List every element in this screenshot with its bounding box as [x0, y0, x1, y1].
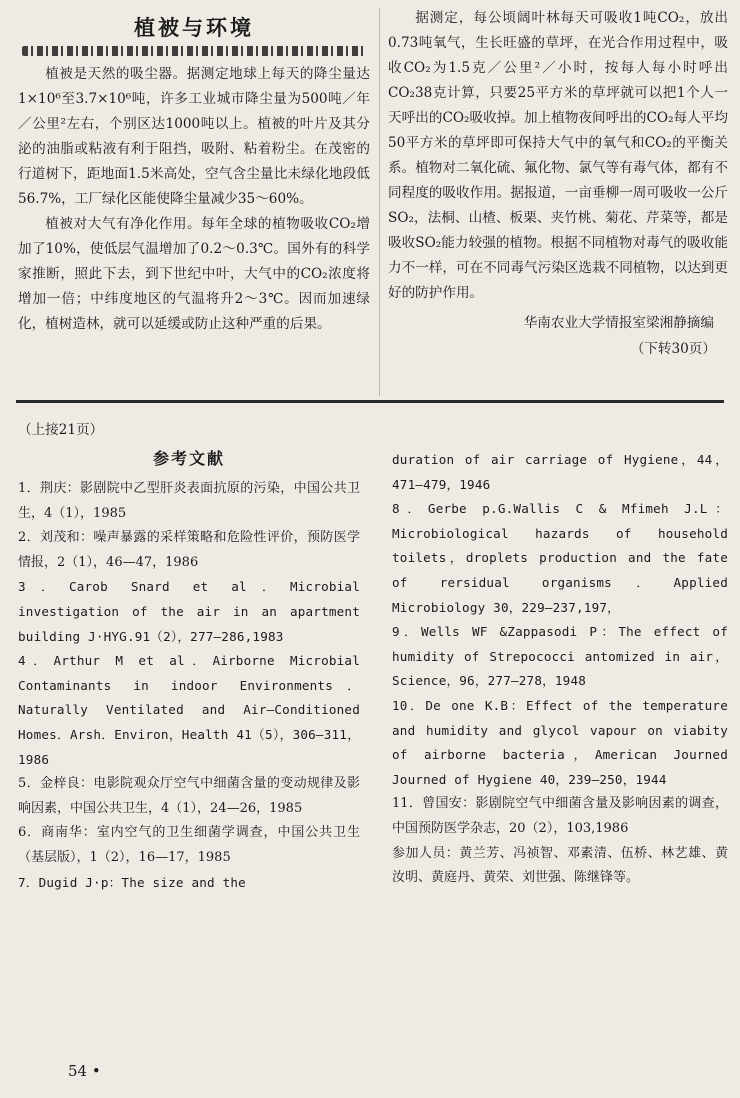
column-divider — [379, 8, 380, 396]
reference-item: 4．Arthur M et al．Airborne Microbial Contaminants in indoor Environments．Naturally Ventilated and Air—Conditioned Homes．Arsh．Environ，Health 41（5），306—311，1986 — [18, 653, 360, 767]
reference-item: duration of air carriage of Hygiene，44，471—479，1946 — [392, 452, 728, 492]
article-paragraph: 植被对大气有净化作用。每年全球的植物吸收CO₂增加了10%，使低层气温增加了0.2～0.3℃。国外有的科学家推断，照此下去，到下世纪中叶，大气中的CO₂浓度将增加一倍；中纬度地区的气温将升2～3℃。因而加速绿化，植树造林，就可以延缓或防止这种严重的后果。 — [18, 216, 370, 332]
reference-item: 8．Gerbe p.G.Wallis C & Mfimeh J.L：Microbiological hazards of household toilets，droplets production and the fate of rersidual organisms．Applied Microbiology 30，229—237,197， — [392, 501, 728, 615]
references-left-column — [18, 418, 360, 895]
reference-item: 1．荆庆：影剧院中乙型肝炎表面抗原的污染，中国公共卫生，4（1），1985 — [18, 481, 360, 521]
reference-item: 7．Dugid J·p：The size and the — [18, 874, 246, 890]
reference-item: 5．金梓良：电影院观众厅空气中细菌含量的变动规律及影响因素，中国公共卫生，4（1），24—26，1985 — [18, 776, 360, 816]
title-ornament — [22, 46, 366, 56]
reference-item: 2．刘茂和：噪声暴露的采样策略和危险性评价，预防医学情报，2（1），46—47，1986 — [18, 530, 360, 570]
references-title: 参考文献 — [152, 449, 225, 468]
page-number: 54 • — [68, 1062, 101, 1080]
section-divider — [16, 400, 724, 403]
reference-item: 3．Carob Snard et al．Microbial investigation of the air in an apartment building J·HYG.91（2），277—286,1983 — [18, 579, 360, 644]
reference-item: 11．曾国安：影剧院空气中细菌含量及影响因素的调查，中国预防医学杂志，20（2），103,1986 — [392, 796, 728, 836]
article-title: 植被与环境 — [134, 16, 254, 40]
continued-note: （下转30页） — [630, 341, 716, 357]
references-right-column — [392, 448, 728, 891]
reference-item: 6．商南华：室内空气的卫生细菌学调查，中国公共卫生（基层版），1（2），16—17，1985 — [18, 825, 360, 865]
continued-from-note: （上接21页） — [18, 422, 104, 438]
article-paragraph: 据测定，每公顷阔叶林每天可吸收1吨CO₂，放出0.73吨氧气，生长旺盛的草坪，在光合作用过程中，吸收CO₂为1.5克／公里²／小时，按每人每小时呼出CO₂38克计算，只要25平方米的草坪就可以把1个人一天呼出的CO₂吸收掉。加上植物夜间呼出的CO₂每人平均50平方米的草坪即可保持大气中的氧气和CO₂的平衡关系。植物对二氧化硫、氟化物、氯气等有毒气体，都有不同程度的吸收作用。据报道，一亩垂柳一周可吸收一公斤SO₂，法桐、山楂、板栗、夹竹桃、菊花、芹菜等，都是吸收SO₂能力较强的植物。根据不同植物对毒气的吸收能力不一样，可在不同毒气污染区选栽不同植物，以达到更好的防护作用。 — [388, 10, 728, 301]
article-credit: 华南农业大学情报室梁湘静摘编 — [523, 315, 714, 331]
article-left-column — [18, 6, 370, 337]
reference-item: 9．Wells WF &Zappasodi P：The effect of humidity of Strepococci antomized in air，Science，96，277—278，1948 — [392, 624, 728, 689]
participants-note: 参加人员：黄兰芳、冯祯智、邓素清、伍桥、林艺雄、黄汝明、黄庭丹、黄荣、刘世强、陈继锋等。 — [392, 845, 728, 886]
article-right-column — [388, 6, 728, 362]
reference-item: 10．De one K.B：Effect of the temperature and humidity and glycol vapour on viabity of airborne bacteria，American Journed Journed of Hygiene 40，239—250，1944 — [392, 697, 728, 787]
article-paragraph: 植被是天然的吸尘器。据测定地球上每天的降尘量达 1×10⁶至3.7×10⁶吨，许多工业城市降尘量为500吨／年／公里²左右，个别区达1000吨以上。植被的叶片及其分泌的油脂或粘液有利于阻挡，吸附、粘着粉尘。在茂密的行道树下，距地面1.5米高处，空气含尘量比未绿化地段低56.7%，工厂绿化区能使降尘量减少35～60%。 — [18, 66, 370, 207]
